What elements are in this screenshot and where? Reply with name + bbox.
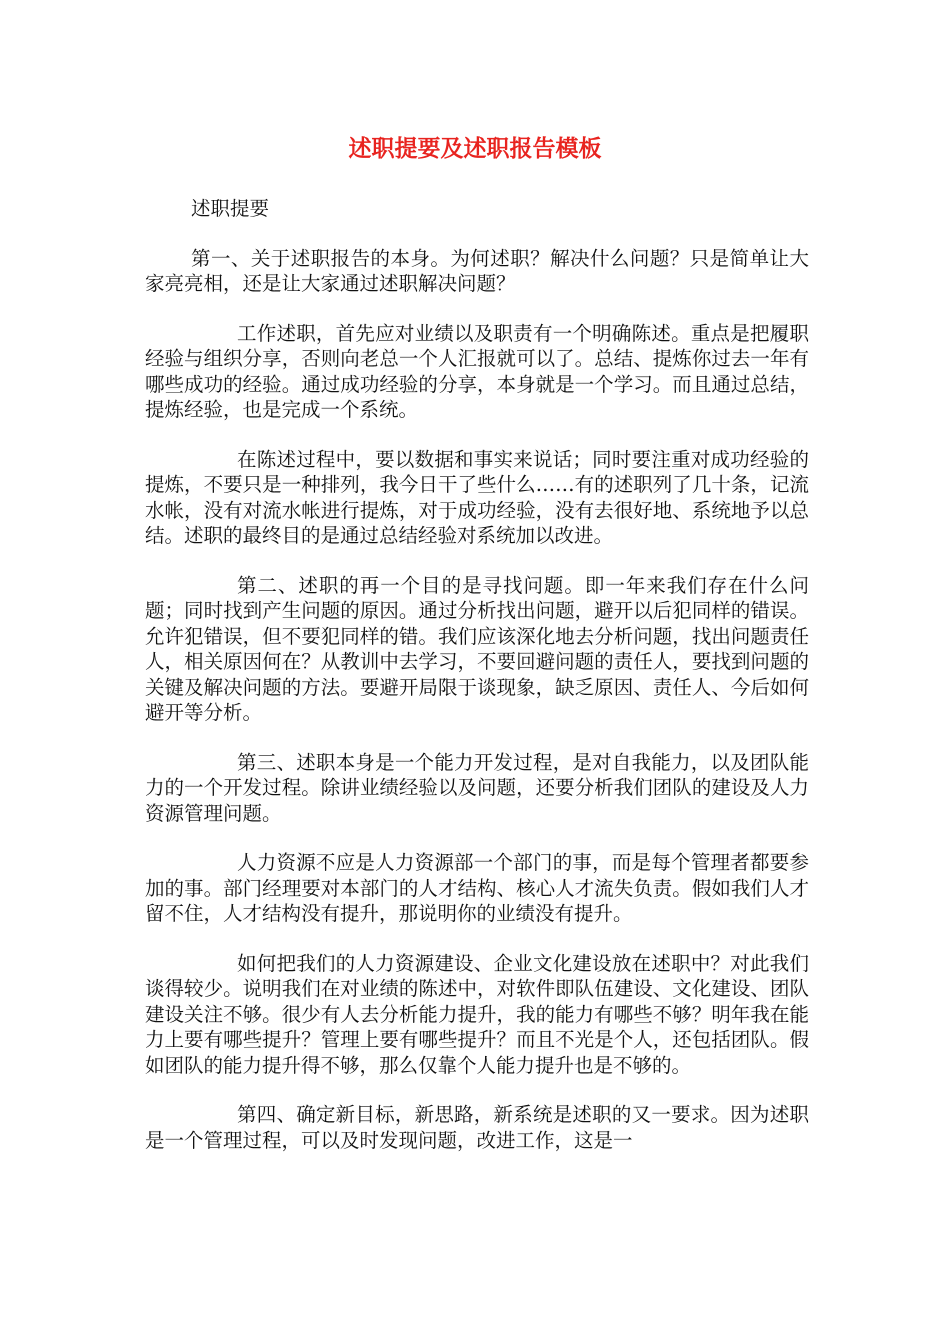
paragraph-point-three: 第三、述职本身是一个能力开发过程，是对自我能力，以及团队能力的一个开发过程。除讲业绩经验以及问题，还要分析我们团队的建设及人力资源管理问题。 — [145, 750, 809, 825]
paragraph-point-two: 第二、述职的再一个目的是寻找问题。即一年来我们存在什么问题；同时找到产生问题的原因。通过分析找出问题，避开以后犯同样的错误。允许犯错误，但不要犯同样的错。我们应该深化地去分析问题，找出问题责任人，相关原因何在？从教训中去学习，不要回避问题的责任人，要找到问题的关键及解决问题的方法。要避开局限于谈现象，缺乏原因、责任人、今后如何避开等分析。 — [145, 573, 809, 724]
paragraph-human-resources: 人力资源不应是人力资源部一个部门的事，而是每个管理者都要参加的事。部门经理要对本部门的人才结构、核心人才流失负责。假如我们人才留不住，人才结构没有提升，那说明你的业绩没有提升。 — [145, 851, 809, 925]
document-title: 述职提要及述职报告模板 — [348, 136, 602, 162]
paragraph-point-four: 第四、确定新目标，新思路，新系统是述职的又一要求。因为述职是一个管理过程，可以及时发现问题，改进工作，这是一 — [145, 1103, 809, 1152]
paragraph-statement-process: 在陈述过程中，要以数据和事实来说话；同时要注重对成功经验的提炼，不要只是一种排列，我今日干了些什么……有的述职列了几十条，记流水帐，没有对流水帐进行提炼，对于成功经验，没有去很好地、系统地予以总结。述职的最终目的是通过总结经验对系统加以改进。 — [145, 447, 809, 547]
paragraph-culture-building: 如何把我们的人力资源建设、企业文化建设放在述职中？对此我们谈得较少。说明我们在对业绩的陈述中，对软件即队伍建设、文化建设、团队建设关注不够。很少有人去分析能力提升，我的能力有哪些不够？明年我在能力上要有哪些提升？管理上要有哪些提升？而且不光是个人，还包括团队。假如团队的能力提升得不够，那么仅靠个人能力提升也是不够的。 — [145, 951, 809, 1077]
document-body — [145, 196, 809, 1177]
paragraph-point-one: 第一、关于述职报告的本身。为何述职？解决什么问题？只是简单让大家亮亮相，还是让大家通过述职解决问题？ — [145, 246, 809, 295]
paragraph-summary-heading: 述职提要 — [191, 197, 270, 220]
paragraph-work-report: 工作述职，首先应对业绩以及职责有一个明确陈述。重点是把履职经验与组织分享，否则向老总一个人汇报就可以了。总结、提炼你过去一年有哪些成功的经验。通过成功经验的分享，本身就是一个学习。而且通过总结，提炼经验，也是完成一个系统。 — [145, 321, 809, 421]
